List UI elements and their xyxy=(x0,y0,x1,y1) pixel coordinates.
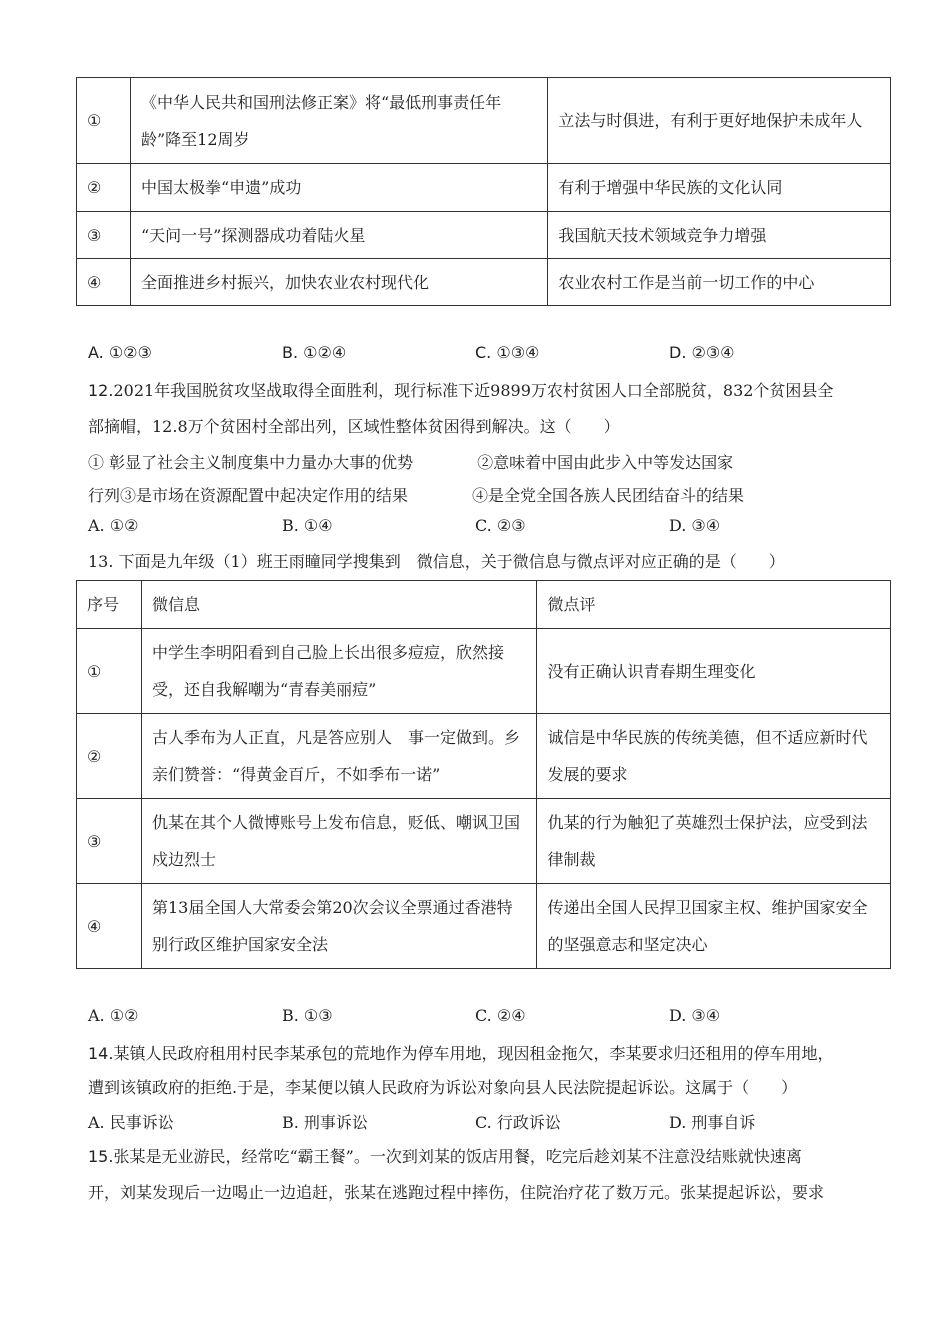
row-number: ④ xyxy=(77,259,131,306)
option-d[interactable]: D. ②③④ xyxy=(669,343,735,362)
option-a[interactable]: A. ①② xyxy=(88,1006,139,1025)
table-row xyxy=(77,799,891,884)
question-number: 12. xyxy=(88,381,114,400)
question-text: 某镇人民政府租用村民李某承包的荒地作为停车用地，现因租金拖欠，李某要求归还租用的停车用地， xyxy=(113,1044,834,1063)
comment-cell: 传递出全国人民捍卫国家主权、维护国家安全的坚强意志和坚定决心 xyxy=(537,884,891,969)
header-info: 微信息 xyxy=(141,581,537,629)
row-number: ① xyxy=(77,78,131,164)
comment-cell: 我国航天技术领域竞争力增强 xyxy=(548,212,891,259)
q12-line-2: 部摘帽，12.8万个贫困村全部出列，区域性整体贫困得到解决。这（ ） xyxy=(88,417,620,436)
question-number: 15. xyxy=(88,1147,114,1166)
q11-table xyxy=(76,77,891,306)
option-d[interactable]: D. ③④ xyxy=(669,516,721,535)
q13-options xyxy=(88,1006,888,1030)
q15-line-2: 开，刘某发现后一边喝止一边追赶，张某在逃跑过程中摔伤，住院治疗花了数万元。张某提起诉讼，要求 xyxy=(88,1183,825,1202)
option-a[interactable]: A. ①②③ xyxy=(88,343,152,362)
info-cell: 全面推进乡村振兴，加快农业农村现代化 xyxy=(130,259,547,306)
option-b[interactable]: B. ①③ xyxy=(282,1006,333,1025)
table-header-row xyxy=(77,581,891,629)
table-row xyxy=(77,629,891,714)
info-cell: “天问一号”探测器成功着陆火星 xyxy=(130,212,547,259)
row-number: ③ xyxy=(77,799,142,884)
q14-line-1 xyxy=(88,1041,833,1064)
info-cell: 中学生李明阳看到自己脸上长出很多痘痘，欣然接受，还自我解嘲为“青春美丽痘” xyxy=(141,629,537,714)
row-number: ④ xyxy=(77,884,142,969)
comment-cell: 农业农村工作是当前一切工作的中心 xyxy=(548,259,891,306)
info-cell: 中国太极拳“申遗”成功 xyxy=(130,164,547,212)
option-b[interactable]: B. ①②④ xyxy=(282,343,347,362)
table-row xyxy=(77,78,891,164)
option-d[interactable]: D. ③④ xyxy=(669,1006,721,1025)
option-a[interactable]: A. ①② xyxy=(88,516,139,535)
row-number: ① xyxy=(77,629,142,714)
comment-cell: 没有正确认识青春期生理变化 xyxy=(537,629,891,714)
option-a[interactable]: A. 民事诉讼 xyxy=(88,1113,174,1132)
option-b[interactable]: B. 刑事诉讼 xyxy=(282,1113,368,1132)
row-number: ② xyxy=(77,164,131,212)
table-row xyxy=(77,714,891,799)
q14-line-2: 遭到该镇政府的拒绝.于是，李某便以镇人民政府为诉讼对象向县人民法院提起诉讼。这属于（ ） xyxy=(88,1078,798,1097)
q12-line-3: ① 彰显了社会主义制度集中力量办大事的优势 ②意味着中国由此步入中等发达国家 xyxy=(88,453,734,472)
option-d[interactable]: D. 刑事自诉 xyxy=(669,1113,756,1132)
q11-options xyxy=(88,343,888,367)
option-c[interactable]: C. ②④ xyxy=(475,1006,526,1025)
table-row xyxy=(77,212,891,259)
question-number: 14. xyxy=(88,1044,114,1063)
q12-line-4: 行列③是市场在资源配置中起决定作用的结果 ④是全党全国各族人民团结奋斗的结果 xyxy=(88,486,745,505)
option-b[interactable]: B. ①④ xyxy=(282,516,333,535)
info-cell: 第13届全国人大常委会第20次会议全票通过香港特别行政区维护国家安全法 xyxy=(141,884,537,969)
question-text: 2021年我国脱贫攻坚战取得全面胜利，现行标准下近9899万农村贫困人口全部脱贫，832个贫困县全 xyxy=(113,381,834,400)
question-text: 张某是无业游民，经常吃“霸王餐”。一次到刘某的饭店用餐，吃完后趁刘某不注意没结账就快速离 xyxy=(113,1147,802,1166)
q13-stem: 13. 下面是九年级（1）班王雨瞳同学搜集到 微信息，关于微信息与微点评对应正确的是（ ） xyxy=(88,552,785,571)
header-comment: 微点评 xyxy=(537,581,891,629)
info-cell: 《中华人民共和国刑法修正案》将“最低刑事责任年龄”降至12周岁 xyxy=(130,78,547,164)
comment-cell: 立法与时俱进，有利于更好地保护未成年人 xyxy=(548,78,891,164)
q14-options xyxy=(88,1110,888,1134)
row-number: ② xyxy=(77,714,142,799)
option-c[interactable]: C. ②③ xyxy=(475,516,526,535)
option-c[interactable]: C. ①③④ xyxy=(475,343,540,362)
header-number: 序号 xyxy=(77,581,142,629)
comment-cell: 诚信是中华民族的传统美德，但不适应新时代发展的要求 xyxy=(537,714,891,799)
option-c[interactable]: C. 行政诉讼 xyxy=(475,1113,561,1132)
info-cell: 仇某在其个人微博账号上发布信息，贬低、嘲讽卫国戍边烈士 xyxy=(141,799,537,884)
q13-table xyxy=(76,580,891,969)
comment-cell: 有利于增强中华民族的文化认同 xyxy=(548,164,891,212)
table-row xyxy=(77,259,891,306)
row-number: ③ xyxy=(77,212,131,259)
table-row xyxy=(77,884,891,969)
q15-line-1 xyxy=(88,1144,802,1167)
q12-line-1 xyxy=(88,378,833,401)
info-cell: 古人季布为人正直，凡是答应别人 事一定做到。乡亲们赞誉：“得黄金百斤，不如季布一诺” xyxy=(141,714,537,799)
q12-options xyxy=(88,516,888,540)
comment-cell: 仇某的行为触犯了英雄烈士保护法，应受到法律制裁 xyxy=(537,799,891,884)
table-row xyxy=(77,164,891,212)
